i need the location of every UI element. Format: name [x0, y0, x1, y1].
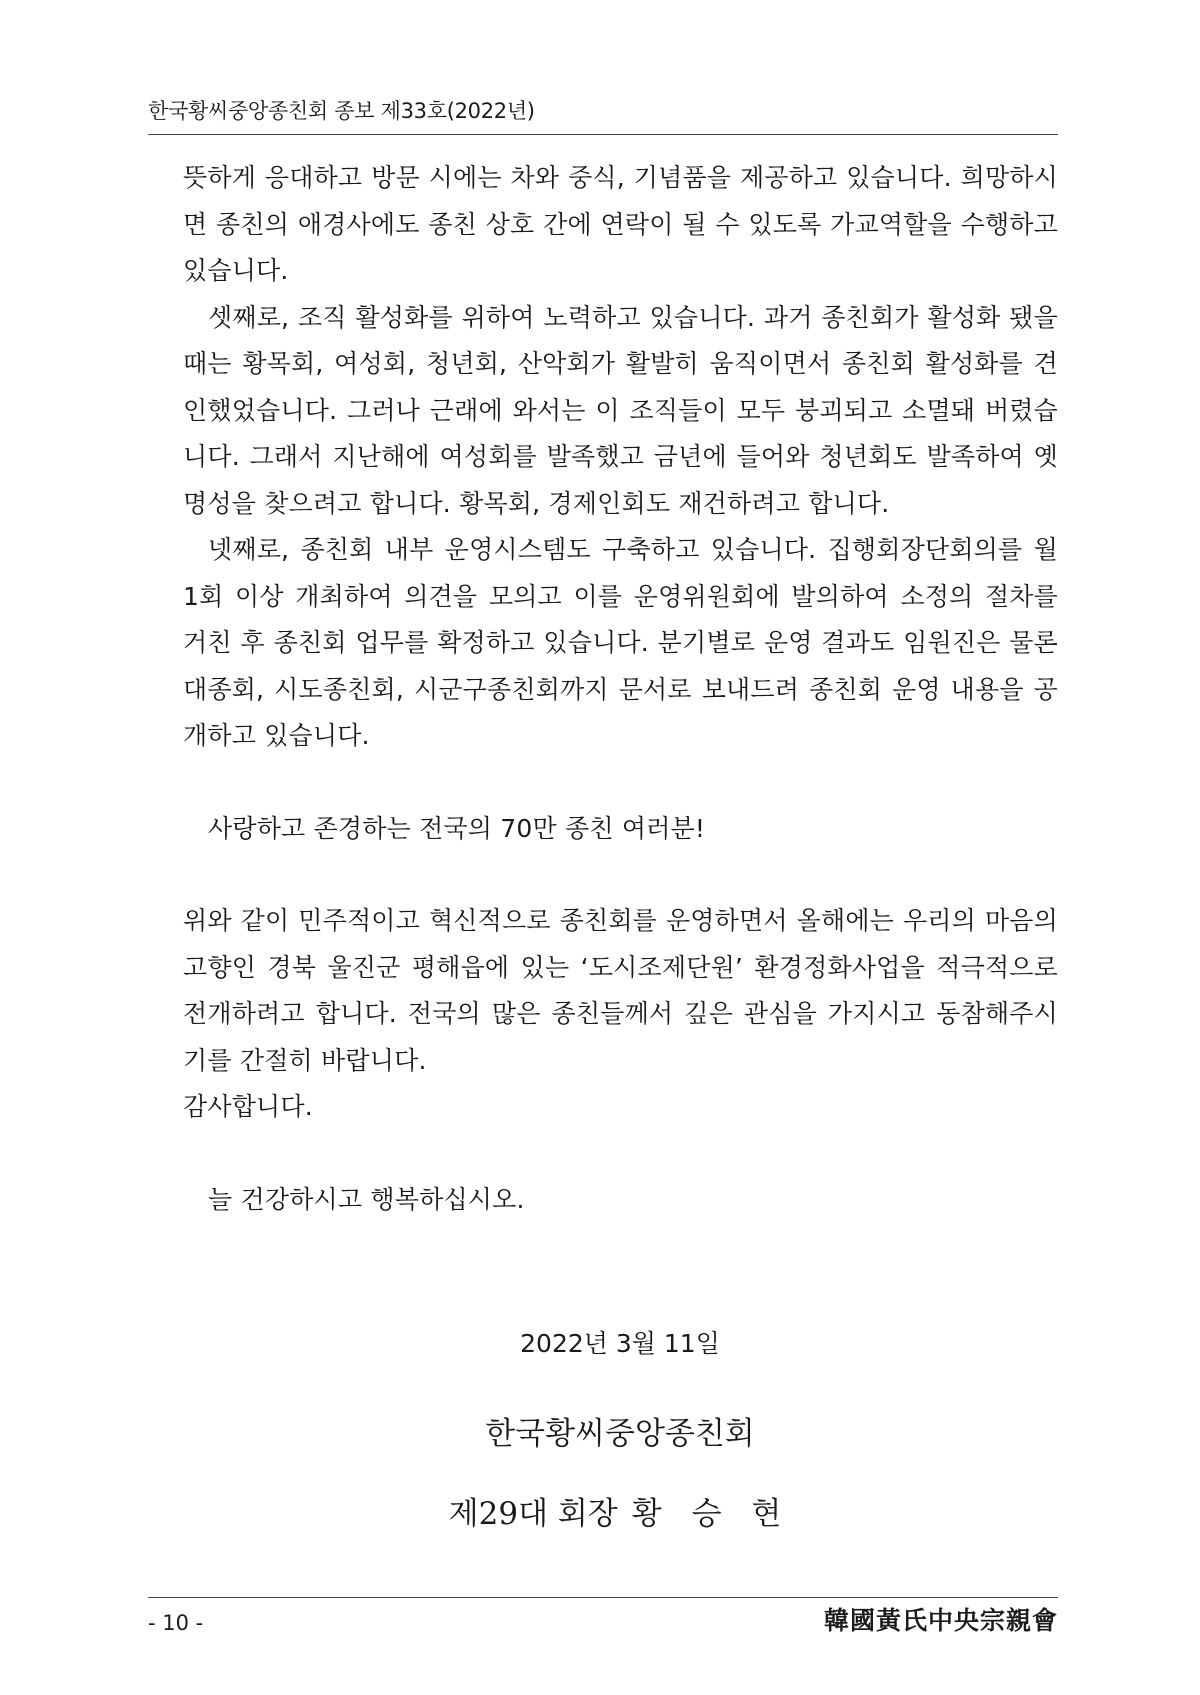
closing-signature — [0, 1492, 1200, 1536]
page-header-title: 한국황씨중앙종친회 종보 제33호(2022년) — [148, 99, 535, 123]
paragraph-continuation: 뜻하게 응대하고 방문 시에는 차와 중식, 기념품을 제공하고 있습니다. 희망하시면 종친의 애경사에도 종친 상호 간에 연락이 될 수 있도록 가교역할을 수행하고 있습니다. — [183, 163, 1058, 285]
page-number: - 10 - — [148, 1611, 204, 1635]
header-divider — [148, 134, 1058, 135]
body-text — [183, 155, 1058, 1223]
paragraph-third: 셋째로, 조직 활성화를 위하여 노력하고 있습니다. 과거 종친회가 활성화 됐을 때는 황목회, 여성회, 청년회, 산악회가 활발히 움직이면서 종친회 활성화를 견인했었습니다. 그러나 근래에 와서는 이 조직들이 모두 붕괴되고 소멸돼 버렸습니다. 그래서 지난해에 여성회를 발족했고 금년에 들어와 청년회도 발족하여 옛 명성을 찾으려고 합니다. 황목회, 경제인회도 재건하려고 합니다. — [183, 302, 1058, 518]
paragraph-wishes: 늘 건강하시고 행복하십시오. — [208, 1184, 525, 1214]
president-title: 제29대 회장 — [448, 1496, 618, 1532]
footer-divider — [148, 1597, 1058, 1598]
paragraph-thanks: 감사합니다. — [183, 1092, 313, 1121]
paragraph-plan: 위와 같이 민주적이고 혁신적으로 종친회를 운영하면서 올해에는 우리의 마음의 고향인 경북 울진군 평해읍에 있는 ‘도시조제단원’ 환경정화사업을 적극적으로 전개하려고 합니다. 전국의 많은 종친들께서 깊은 관심을 가지시고 동참해주시기를 간절히 바랍니다. — [183, 906, 1058, 1075]
paragraph-fourth: 넷째로, 종친회 내부 운영시스템도 구축하고 있습니다. 집행회장단회의를 월 1회 이상 개최하여 의견을 모의고 이를 운영위원회에 발의하여 소정의 절차를 거친 후 종친회 업무를 확정하고 있습니다. 분기별로 운영 결과도 임원진은 물론 대종회, 시도종친회, 시군구종친회까지 문서로 보내드려 종친회 운영 내용을 공개하고 있습니다. — [183, 535, 1058, 750]
president-name: 황 승 현 — [631, 1496, 792, 1532]
closing-organization: 한국황씨중앙종친회 — [485, 1416, 755, 1452]
closing-date: 2022년 3월 11일 — [520, 1329, 720, 1358]
paragraph-greeting: 사랑하고 존경하는 전국의 70만 종친 여러분! — [208, 813, 706, 843]
footer-logo: 韓國黃氏中央宗親會 — [823, 1606, 1058, 1635]
